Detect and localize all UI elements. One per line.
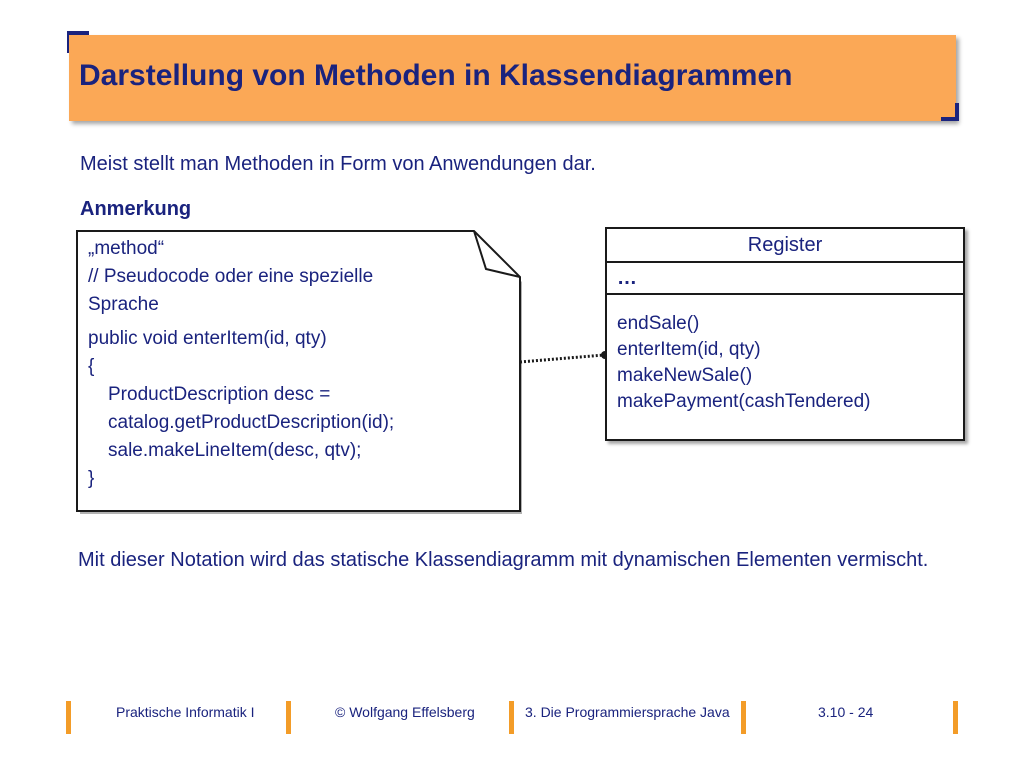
class-attributes: … [607, 263, 963, 295]
class-method: makeNewSale() [617, 365, 753, 386]
code-line: { [88, 356, 95, 377]
footer-page-number: 3.10 - 24 [818, 704, 874, 720]
note-comment-line-1: // Pseudocode oder eine spezielle [88, 266, 374, 287]
note-heading: Anmerkung [80, 198, 192, 220]
footer-divider [741, 701, 746, 734]
uml-class-register [605, 227, 965, 441]
class-methods [607, 295, 963, 415]
footer-divider [509, 701, 514, 734]
intro-text: Meist stellt man Methoden in Form von Anwendungen dar. [80, 153, 596, 175]
note-stereotype: „method“ [88, 238, 165, 259]
footer-author: © Wolfgang Effelsberg [335, 704, 475, 720]
code-line: ProductDescription desc = [108, 384, 331, 405]
class-method: makePayment(cashTendered) [617, 391, 871, 412]
class-method: enterItem(id, qty) [617, 339, 761, 360]
footer-divider [953, 701, 958, 734]
slide-title: Darstellung von Methoden in Klassendiagrammen [79, 59, 793, 92]
footer-course: Praktische Informatik I [116, 704, 255, 720]
code-line: catalog.getProductDescription(id); [108, 412, 395, 433]
code-line: public void enterItem(id, qty) [88, 328, 327, 349]
footer-divider [66, 701, 71, 734]
footer-chapter: 3. Die Programmiersprache Java [525, 704, 730, 720]
title-banner [69, 35, 956, 121]
note-comment-line-2: Sprache [88, 294, 159, 315]
title-corner-bottom-right [941, 103, 959, 121]
class-name: Register [607, 229, 963, 263]
footer-divider [286, 701, 291, 734]
note-connector [518, 348, 613, 368]
summary-text: Mit dieser Notation wird das statische Klassendiagramm mit dynamischen Elementen vermischt. [78, 549, 929, 571]
code-line: } [88, 468, 95, 489]
class-method: endSale() [617, 313, 700, 334]
uml-note-text [88, 235, 508, 493]
code-line: sale.makeLineItem(desc, qtv); [108, 440, 362, 461]
